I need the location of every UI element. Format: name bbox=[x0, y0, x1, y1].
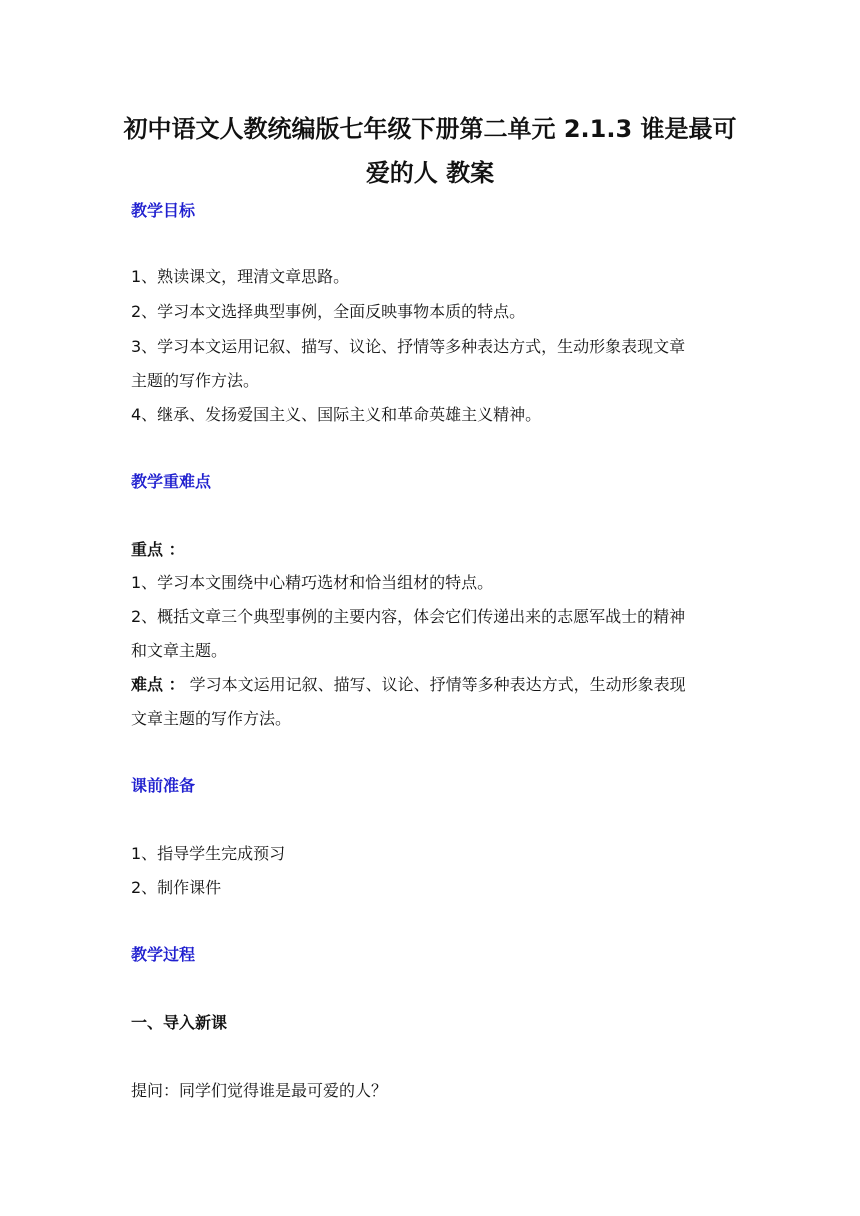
key-item-1: 1、学习本文围绕中心精巧选材和恰当组材的特点。 bbox=[131, 573, 494, 592]
objective-item-3-cont: 主题的写作方法。 bbox=[131, 371, 260, 390]
document-title-line1: 初中语文人教统编版七年级下册第二单元 2.1.3 谁是最可 bbox=[123, 115, 737, 143]
objective-item-1: 1、熟读课文，理清文章思路。 bbox=[131, 267, 350, 286]
preparation-item-2: 2、制作课件 bbox=[131, 878, 222, 897]
difficulty-label: 难点 ： bbox=[131, 675, 185, 694]
objective-item-4: 4、继承、发扬爱国主义、国际主义和革命英雄主义精神。 bbox=[131, 405, 542, 424]
heading-preparation: 课前准备 bbox=[131, 776, 196, 795]
process-subheading: 一、导入新课 bbox=[131, 1013, 228, 1032]
difficulty-line-1 bbox=[131, 676, 686, 694]
heading-objectives: 教学目标 bbox=[131, 201, 196, 220]
document-title-line2: 爱的人 教案 bbox=[365, 159, 495, 187]
key-item-2: 2、概括文章三个典型事例的主要内容，体会它们传递出来的志愿军战士的精神 bbox=[131, 607, 686, 626]
heading-key-points: 教学重难点 bbox=[131, 472, 212, 491]
key-item-2-cont: 和文章主题。 bbox=[131, 641, 228, 660]
difficulty-text: 学习本文运用记叙、描写、议论、抒情等多种表达方式，生动形象表现 bbox=[189, 675, 686, 694]
key-label: 重点 ： bbox=[131, 540, 185, 559]
heading-process: 教学过程 bbox=[131, 945, 196, 964]
objective-item-3: 3、学习本文运用记叙、描写、议论、抒情等多种表达方式，生动形象表现文章 bbox=[131, 337, 686, 356]
preparation-item-1: 1、指导学生完成预习 bbox=[131, 844, 286, 863]
process-question: 提问：同学们觉得谁是最可爱的人？ bbox=[131, 1081, 388, 1100]
objective-item-2: 2、学习本文选择典型事例，全面反映事物本质的特点。 bbox=[131, 302, 526, 321]
difficulty-line-2: 文章主题的写作方法。 bbox=[131, 709, 292, 728]
